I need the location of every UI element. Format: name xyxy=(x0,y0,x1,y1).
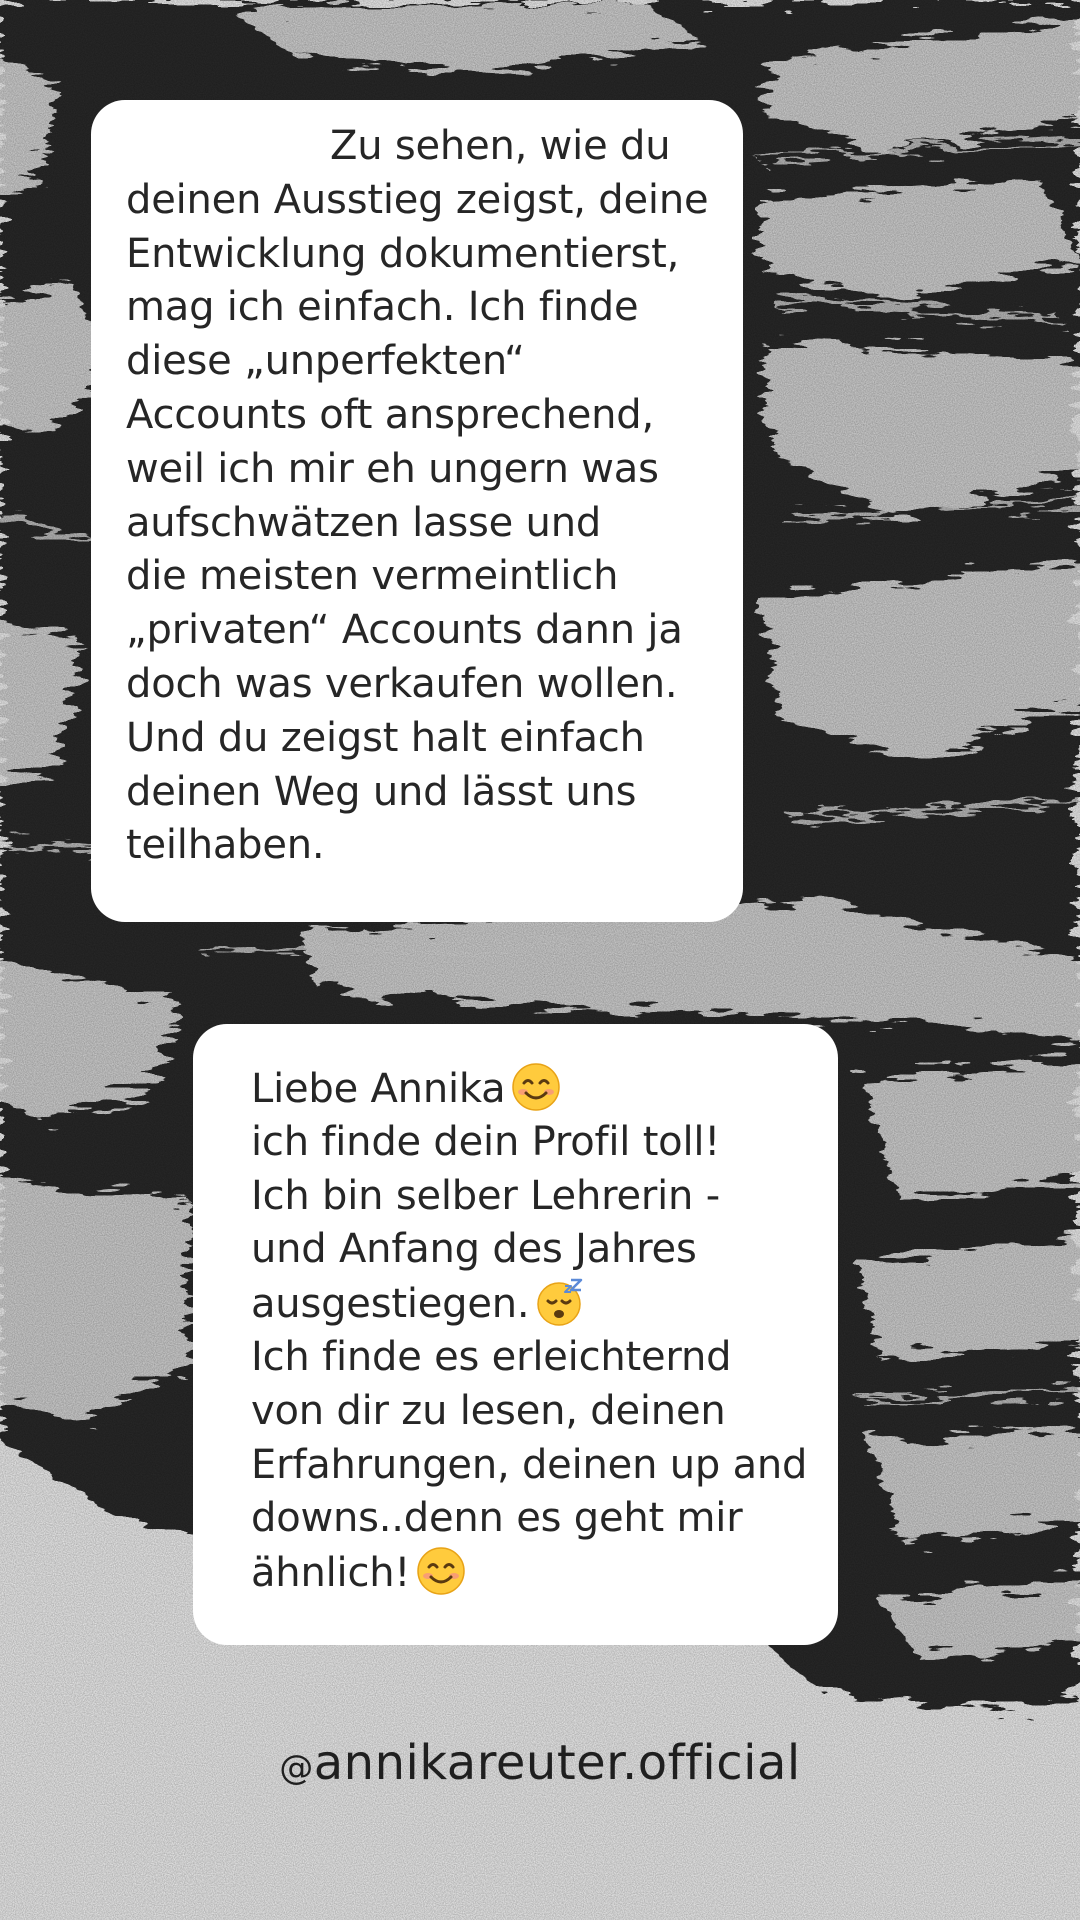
message-line: die meisten vermeintlich xyxy=(126,553,619,600)
at-sign: @ xyxy=(279,1748,314,1788)
message-line: ähnlich! xyxy=(251,1546,838,1600)
message-line: diese „unperfekten“ xyxy=(126,338,525,385)
message-line: Ich finde es erleichternd xyxy=(251,1333,732,1380)
smiling-face-icon xyxy=(511,1062,561,1112)
handle-text: annikareuter.official xyxy=(313,1735,801,1791)
message-line: Entwicklung dokumentierst, xyxy=(126,230,680,277)
message-line: „privaten“ Accounts dann ja xyxy=(126,607,683,654)
message-line: aufschwätzen lasse und xyxy=(126,499,602,546)
smiling-face-icon xyxy=(416,1546,466,1596)
message-line: downs..denn es geht mir xyxy=(251,1495,743,1542)
message-line: mag ich einfach. Ich finde xyxy=(126,284,639,331)
sleeping-face-icon xyxy=(535,1277,585,1327)
message-line: ausgestiegen. xyxy=(251,1277,838,1331)
account-handle[interactable] xyxy=(0,1735,1080,1791)
message-line: Erfahrungen, deinen up and xyxy=(251,1441,808,1488)
message-line: Ich bin selber Lehrerin - xyxy=(251,1172,720,1219)
message-line: und Anfang des Jahres xyxy=(251,1226,697,1273)
message-line: doch was verkaufen wollen. xyxy=(126,660,678,707)
message-line: ich finde dein Profil toll! xyxy=(251,1118,721,1165)
message-line: von dir zu lesen, deinen xyxy=(251,1387,726,1434)
message-line: Und du zeigst halt einfach xyxy=(126,714,645,761)
message-line: deinen Weg und lässt uns xyxy=(126,768,637,815)
message-line: teilhaben. xyxy=(126,822,325,869)
message-line: deinen Ausstieg zeigst, deine xyxy=(126,176,709,223)
message-line: Liebe Annika xyxy=(251,1062,838,1116)
message-bubble-first xyxy=(91,100,743,922)
message-line: Zu sehen, wie du xyxy=(330,123,671,169)
message-line: Accounts oft ansprechend, xyxy=(126,391,654,438)
message-bubble-second xyxy=(193,1024,838,1645)
message-line: weil ich mir eh ungern was xyxy=(126,445,659,492)
